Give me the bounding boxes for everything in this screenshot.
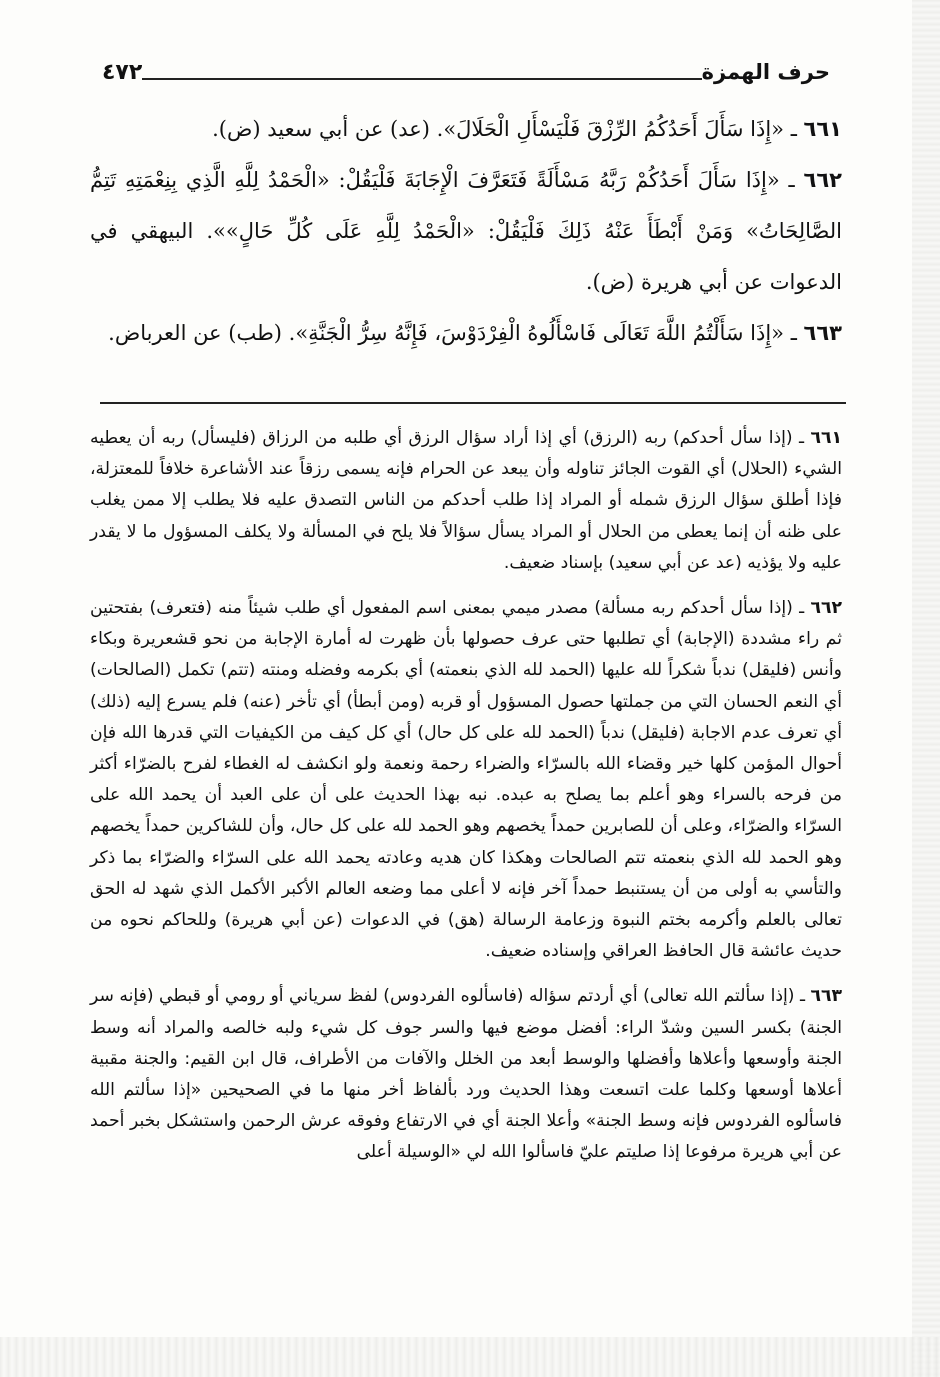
hadith-entry [90,104,842,155]
page-number: ٤٧٢ [102,59,143,85]
hadith-number: ٦٦١ [803,117,842,141]
hadith-number: ٦٦٣ [803,321,842,345]
commentary-text: ـ (إذا سأل أحدكم) ربه (الرزق) أي إذا أراد سؤال الرزق أي طلبه من الرزاق (فليسأل) ربه أن يعطيه الشيء (الحلال) أي القوت الجائز تناوله وأن يبعد عن الحرام فإنه يسمى رزقاً عند الأشاعرة خلافاً للمعتزلة، فإذا أطلق سؤال الرزق شمله أو المراد إذا طلب أحدكم من الناس التصدق عليه فلا يطلب إلا ممن يغلب على ظنه أن إنما يعطى من الحلال أو المراد يسأل سؤالاً فلا يلح في المسألة ولا يكلف المسؤول ما لا يقدر عليه ولا يؤذيه (عد عن أبي سعيد) بإسناد ضعيف. [90,428,842,573]
commentary-number: ٦٦٣ [810,986,842,1007]
hadith-text: ـ «إِذَا سَأَلَ أَحَدُكُمْ رَبَّهُ مَسْأَلَةً فَتَعَرَّفَ الْإِجَابَةَ فَلْيَقُلْ: «الْحَمْدُ لِلَّهِ الَّذِي بِنِعْمَتِهِ تَتِمُّ الصَّالِحَاتُ» وَمَنْ أَبْطَأَ عَنْهُ ذَلِكَ فَلْيَقُلْ: «الْحَمْدُ لِلَّهِ عَلَى كُلِّ حَالٍ»». البيهقي في الدعوات عن أبي هريرة (ض). [90,168,842,294]
hadith-text-section [90,104,842,359]
header-rule [142,78,701,80]
hadith-text: ـ «إِذَا سَأَلْتُمُ اللَّهَ تَعَالَى فَاسْأَلُوهُ الْفِرْدَوْسَ، فَإِنَّهُ سِرُّ الْجَنَّةِ». (طب) عن العرباض. [108,321,797,345]
hadith-number: ٦٦٢ [803,168,842,192]
page-edge-shadow [912,0,940,1377]
commentary-entry [90,423,842,579]
commentary-text: ـ (إذا سألتم الله تعالى) أي أردتم سؤاله (فاسألوه الفردوس) لفظ سرياني أو رومي أو قبطي (فإنه سر الجنة) بكسر السين وشدّ الراء: أفضل موضع فيها والسر جوف كل شيء ولبه خالصه والمراد أنه وسط الجنة وأوسعها وأعلاها وأفضلها والوسط أبعد من الخلل والآفات من الأطراف، قال ابن القيم: والجنة مقبية أعلاها أوسعها وكلما علت اتسعت وهذا الحديث ورد بألفاظ أخر منها ما في الصحيحين «إذا سألتم الله فاسألوه الفردوس فإنه وسط الجنة» وأعلا الجنة أي في الارتفاع وفوقه عرش الرحمن واستشكل بخبر أحمد عن أبي هريرة مرفوعا إذا صليتم عليّ فاسألوا الله لي «الوسيلة أعلى [90,986,842,1163]
hadith-text: ـ «إِذَا سَأَلَ أَحَدُكُمُ الرِّزْقَ فَلْيَسْأَلِ الْحَلَالَ». (عد) عن أبي سعيد (ض). [212,117,797,141]
commentary-entry [90,593,842,967]
hadith-entry [90,308,842,359]
commentary-number: ٦٦٢ [810,598,842,619]
chapter-title: حرف الهمزة [701,60,830,84]
commentary-entry [90,981,842,1168]
page-bottom-shadow [0,1337,940,1377]
hadith-entry [90,155,842,308]
commentary-section [90,423,842,1169]
commentary-number: ٦٦١ [810,428,842,448]
running-header [92,52,840,92]
commentary-text: ـ (إذا سأل أحدكم ربه مسألة) مصدر ميمي بمعنى اسم المفعول أي طلب شيئاً منه (فتعرف) بفتحتين ثم راء مشددة (الإجابة) أي تطلبها حتى عرف حصولها بأن ظهرت له أمارة الإجابة من نحو قشعريرة وبكاء وأنس (فليقل) ندباً شكراً لله عليها (الحمد لله الذي بنعمته) أي بكرمه وفضله ومنته (تتم) تكمل (الصالحات) أي النعم الحسان التي من جملتها حصول المسؤول أو قربه (ومن أبطأ) أي تأخر (عنه) فلم يسرع إليه (ذلك) أي تعرف عدم الاجابة (فليقل) ندباً (الحمد لله على كل حال) أي كل كيف من الكيفيات التي قدرها الله فإن أحوال المؤمن كلها خير وقضاء الله بالسرّاء والضراء رحمة ونعمة ولو انكشف له الغطاء لفرح بالضرّاء أكثر من فرحه بالسراء وهو أعلم بما يصلح به عبده. نبه بهذا الحديث على أن على العبد أن يحمد الله على السرّاء والضرّاء، وعلى أن للصابرين حمداً يخصهم وهو الحمد لله على كل حال، وأن للشاكرين حمداً يخصهم وهو الحمد لله الذي بنعمته تتم الصالحات وهكذا كان هديه وعادته يحمد الله على السرّاء والضرّاء بما ذكر والتأسي به أولى من أن يستنبط حمداً آخر فإنه لا أعلى مما وضعه العالم الأكبر الأكمل الذي شهد له الحق تعالى بالعلم وأكرمه بختم النبوة وزعامة الرسالة (هق) في الدعوات (عن أبي هريرة) وللحاكم نحوه من حديث عائشة قال الحافظ العراقي وإسناده ضعيف. [90,598,842,962]
section-divider [100,402,846,404]
